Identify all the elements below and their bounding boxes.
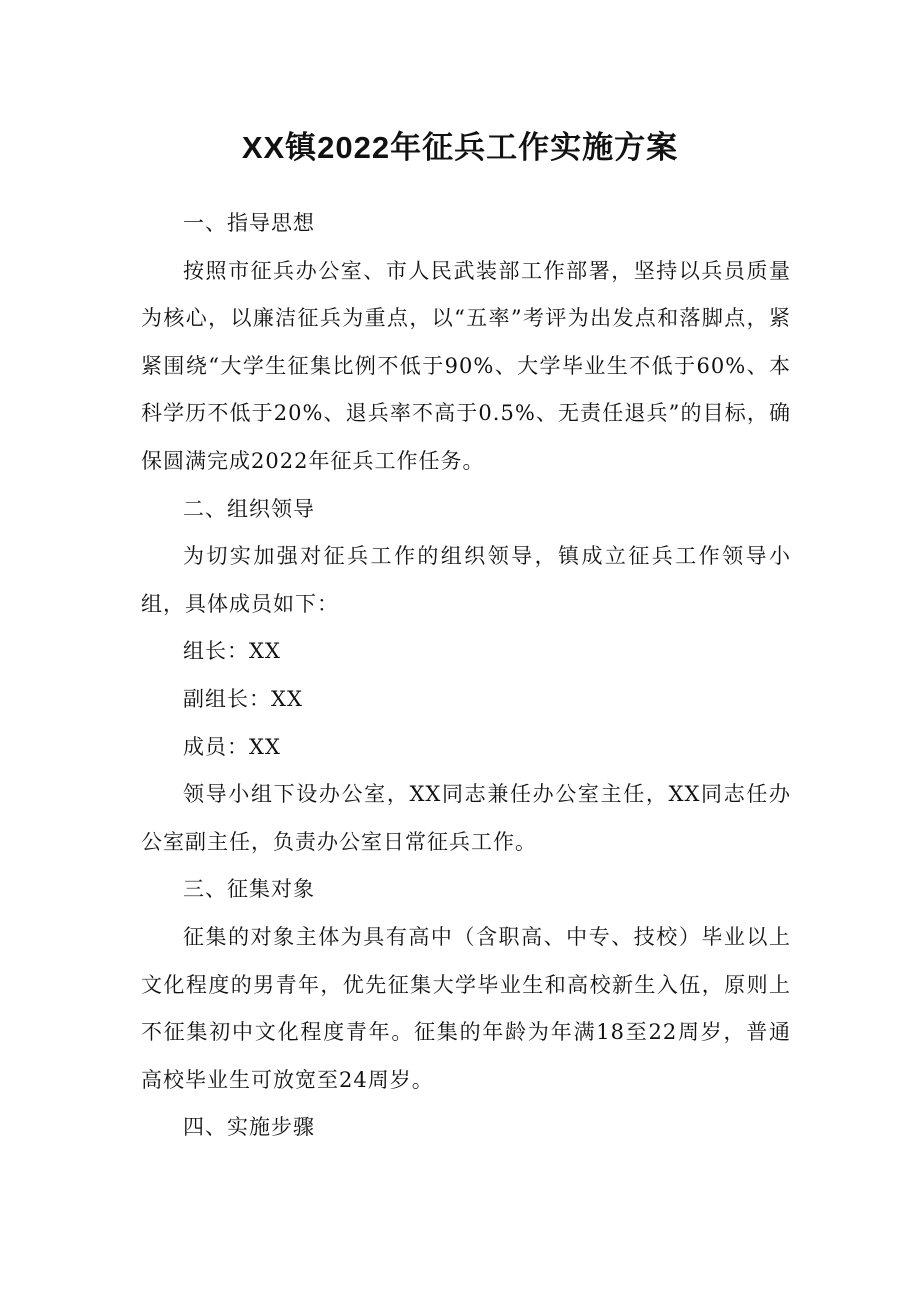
section-heading-organization: 二、组织领导 — [183, 496, 315, 521]
section-heading-implementation-steps: 四、实施步骤 — [183, 1115, 315, 1140]
member-deputy-leader: 副组长：XX — [183, 686, 303, 711]
paragraph-recruitment-targets: 征集的对象主体为具有高中（含职高、中专、技校）毕业以上文化程度的男青年，优先征集大学毕业生和高校新生入伍，原则上不征集初中文化程度青年。征集的年龄为年满18至22周岁，普通高校毕业生可放宽至24周岁。 — [141, 924, 791, 1092]
section-heading-guiding-ideology: 一、指导思想 — [183, 211, 315, 235]
document-body — [141, 200, 791, 1152]
member-members: 成员：XX — [183, 734, 281, 759]
paragraph-organization: 为切实加强对征兵工作的组织领导，镇成立征兵工作领导小组，具体成员如下： — [141, 544, 791, 616]
paragraph-office: 领导小组下设办公室，XX同志兼任办公室主任，XX同志任办公室副主任，负责办公室日常征兵工作。 — [141, 782, 791, 854]
page-title: XX镇2022年征兵工作实施方案 — [241, 130, 679, 165]
member-leader: 组长：XX — [183, 639, 281, 664]
section-heading-recruitment-targets: 三、征集对象 — [183, 877, 315, 902]
paragraph-guiding-ideology: 按照市征兵办公室、市人民武装部工作部署，坚持以兵员质量为核心，以廉洁征兵为重点，以“五率”考评为出发点和落脚点，紧紧围绕“大学生征集比例不低于90%、大学毕业生不低于60%、本科学历不低于20%、退兵率不高于0.5%、无责任退兵”的目标，确保圆满完成2022年征兵工作任务。 — [141, 258, 791, 473]
